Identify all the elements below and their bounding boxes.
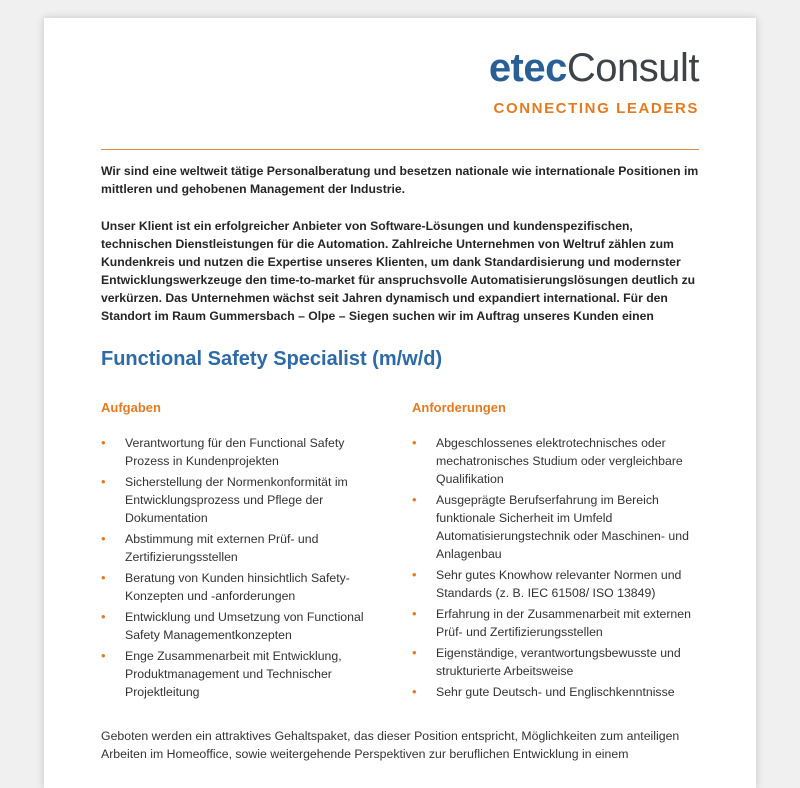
logo-etec: etec: [488, 46, 567, 90]
requirement-text: Abgeschlossenes elektrotechnisches oder mechatronisches Studium oder vergleichbare Qualifikation: [436, 436, 683, 486]
requirements-column: [412, 398, 702, 699]
task-text: Verantwortung für den Functional Safety Prozess in Kundenprojekten: [125, 436, 345, 468]
requirement-text: Sehr gute Deutsch- und Englischkenntnisse: [436, 685, 675, 699]
logo-consult: Consult: [566, 46, 699, 90]
task-text: Enge Zusammenarbeit mit Entwicklung, Produktmanagement und Technischer Projektleitung: [125, 649, 342, 699]
bullet-icon: •: [412, 435, 417, 450]
list-item: [101, 647, 391, 701]
task-text: Abstimmung mit externen Prüf- und Zertifizierungsstellen: [125, 532, 319, 564]
list-item: [412, 566, 702, 602]
task-text: Sicherstellung der Normenkonformität im Entwicklungsprozess und Pflege der Dokumentation: [125, 475, 348, 525]
requirement-text: Erfahrung in der Zusammenarbeit mit externen Prüf- und Zertifizierungsstellen: [436, 607, 691, 639]
bullet-icon: •: [101, 435, 106, 450]
logo-wordmark: [489, 48, 699, 88]
list-item: [101, 569, 391, 605]
bullet-icon: •: [101, 570, 106, 585]
list-item: [101, 473, 391, 527]
intro-paragraph-company: Wir sind eine weltweit tätige Personalberatung und besetzen nationale wie internationale Positionen im mittleren und gehobenen Management der Industrie.: [101, 164, 699, 196]
task-text: Entwicklung und Umsetzung von Functional Safety Managementkonzepten: [125, 610, 364, 642]
list-item: [101, 434, 391, 470]
bullet-icon: •: [412, 606, 417, 621]
list-item: [412, 605, 702, 641]
list-item: [412, 644, 702, 680]
bullet-icon: •: [101, 531, 106, 546]
list-item: [101, 530, 391, 566]
closing-paragraph: Geboten werden ein attraktives Gehaltspaket, das dieser Position entspricht, Möglichkeiten zum anteiligen Arbeiten im Homeoffice, sowie weitergehende Perspektiven zur beruflichen Entwicklung in einem: [101, 729, 680, 761]
list-item: [412, 491, 702, 563]
requirement-text: Eigenständige, verantwortungsbewusste und strukturierte Arbeitsweise: [436, 646, 681, 678]
requirement-text: Sehr gutes Knowhow relevanter Normen und Standards (z. B. IEC 61508/ ISO 13849): [436, 568, 682, 600]
bullet-icon: •: [101, 648, 106, 663]
list-item: [412, 683, 702, 701]
job-title: Functional Safety Specialist (m/w/d): [101, 348, 443, 370]
bullet-icon: •: [412, 645, 417, 660]
requirements-list: [412, 434, 702, 704]
list-item: [412, 434, 702, 488]
tasks-heading: Aufgaben: [101, 400, 161, 415]
header-divider: [101, 149, 699, 150]
bullet-icon: •: [101, 609, 106, 624]
document-page: [44, 18, 756, 788]
requirements-heading: Anforderungen: [412, 400, 506, 415]
bullet-icon: •: [412, 492, 417, 507]
logo-tagline: CONNECTING LEADERS: [493, 100, 699, 117]
tasks-list: [101, 434, 391, 704]
bullet-icon: •: [101, 474, 106, 489]
bullet-icon: •: [412, 684, 417, 699]
company-logo: [489, 48, 699, 117]
list-item: [101, 608, 391, 644]
tasks-column: [101, 398, 391, 699]
task-text: Beratung von Kunden hinsichtlich Safety-Konzepten und -anforderungen: [125, 571, 350, 603]
bullet-icon: •: [412, 567, 417, 582]
requirement-text: Ausgeprägte Berufserfahrung im Bereich funktionale Sicherheit im Umfeld Automatisierungstechnik oder Maschinen- und Anlagenbau: [436, 493, 689, 561]
intro-paragraph-client: Unser Klient ist ein erfolgreicher Anbieter von Software-Lösungen und kundenspezifischen, technischen Dienstleistungen für die Automation. Zahlreiche Unternehmen von Weltruf zählen zum Kundenkreis und nutzen die Expertise unseres Klienten, um dank Standardisierung und modernster Entwicklungswerkzeuge den time-to-market für anspruchsvolle Automatisierungslösungen deutlich zu verkürzen. Das Unternehmen wächst seit Jahren dynamisch und expandiert international. Für den Standort im Raum Gummersbach – Olpe – Siegen suchen wir im Auftrag unseres Kunden einen: [101, 219, 696, 323]
